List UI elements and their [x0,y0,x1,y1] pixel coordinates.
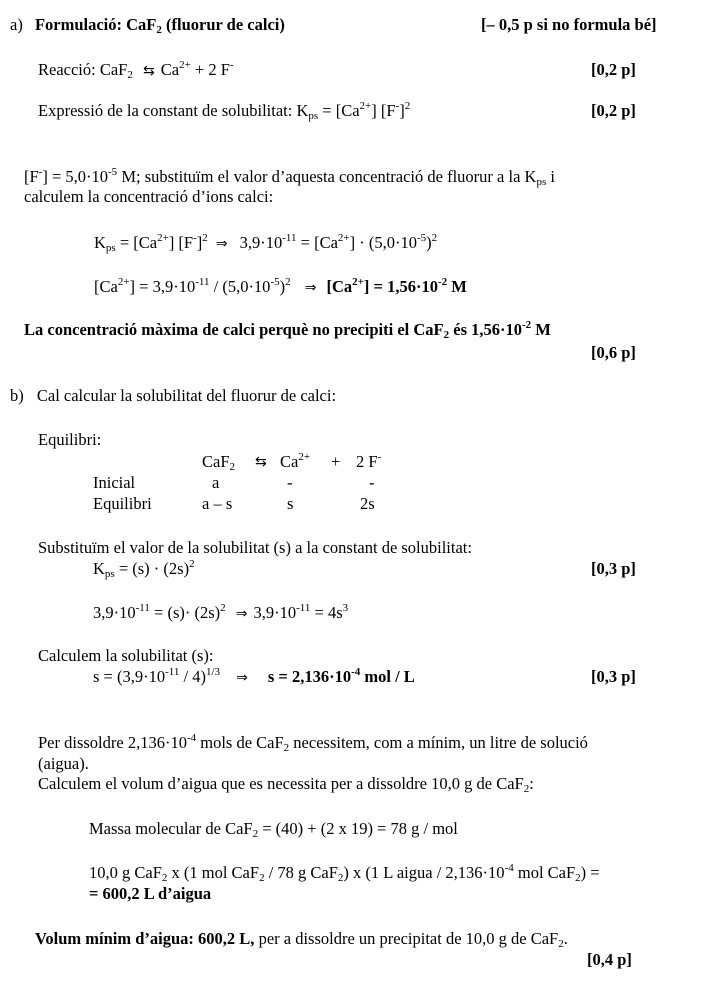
table-row-label: Equilibri [93,494,152,513]
part-b-conclusion: Volum mínim d’aigua: 600,2 L, per a dissoldre un precipitat de 10,0 g de CaF$_2$. [35,929,568,950]
solubility-calc-label: Calculem la solubilitat (s): [38,646,214,665]
table-header-caf: CaF$_2$ [202,452,236,473]
table-cell: - [369,473,375,492]
substitution-line: Substituïm el valor de la solubilitat (s) a la constant de solubilitat: [38,538,472,557]
implies-arrow-icon: ⇒ [304,280,317,296]
dissolve-paragraph-line3: Calculem el volum d’aigua que es necessita per a dissoldre 10,0 g de CaF$_2$: [38,774,534,795]
table-header-f: 2 F- [356,451,382,471]
molar-mass-line: Massa molecular de CaF$_2$ = (40) + (2 x 19) = 78 g / mol [89,819,458,840]
part-a-conclusion-points: [0,6 p] [591,343,636,362]
reaction-points: [0,2 p] [591,60,636,79]
table-header-ca: $Ca^{2+}$ [280,451,311,471]
part-a-penalty: [– 0,5 p si no formula bé] [481,15,657,34]
part-a-title: Formulació: CaF$_2$ (fluorur de calci) [34,15,285,36]
fluoride-paragraph-line1: $[F^-] = 5,0\cdot 10^{-5}$ M; substituïm el valor d’aquesta concentració de fluorur a la $K_{ps}$ i [24,166,555,188]
equation-cubic: $3,9\cdot 10^{-11} = (s)\cdot (2s)^2$ ⇒ $3,9\cdot 10^{-11} = 4s^3$ [93,602,349,622]
table-cell: a [212,473,220,492]
conversion-result: = 600,2 L d’aigua [89,884,212,903]
ksp-expression-line: Expressió de la constant de solubilitat: $K_{ps} = [Ca^{2+}]$ $[F^-]^2$ [38,100,411,122]
equation-solubility: $s = (3,9\cdot 10^{-11} / 4)^{1/3}$ ⇒ $s = 2,136\cdot 10^{-4}$ mol / L [93,666,415,686]
implies-arrow-icon: ⇒ [236,670,248,686]
dissolve-paragraph-line2: (aigua). [38,754,89,773]
table-cell: a – s [202,494,233,513]
implies-arrow-icon: ⇒ [215,236,228,252]
ksp-expression-points: [0,2 p] [591,101,636,120]
solubility-points: [0,3 p] [591,667,636,686]
implies-arrow-icon: ⇒ [235,606,248,622]
fluoride-paragraph-line2: calculem la concentració d’ions calci: [24,187,274,206]
part-b-intro: Cal calcular la solubilitat del fluorur de calci: [36,386,337,405]
equilibrium-arrow-icon: ⇆ [255,454,267,470]
reaction-line: Reacció: CaF$_2$ ⇆ $Ca^{2+} + 2$ F- [38,59,234,81]
part-a-header [10,15,285,35]
part-b-label: b) [10,386,24,405]
table-cell: - [287,473,293,492]
equilibrium-label: Equilibri: [38,430,102,449]
part-a-conclusion: La concentració màxima de calci perquè no precipiti el CaF$_2$ és $1,56\cdot 10^{-2}$ M [24,319,551,341]
table-header-plus: + [331,452,341,471]
dissolve-paragraph-line1: Per dissoldre $2,136\cdot 10^{-4}$ mols de CaF$_2$ necessitem, com a mínim, un litre de solució [38,732,588,754]
ksp-solubility-points: [0,3 p] [591,559,636,578]
part-b-conclusion-points: [0,4 p] [587,950,632,969]
ksp-solubility-equation: $K_{ps} = (s) \cdot (2s)^2$ [93,558,195,580]
table-cell: 2s [360,494,375,513]
equation-calcium-result: $[Ca^{2+}] = 3,9\cdot 10^{-11} / (5,0\cdot 10^{-5})^2$ ⇒ $[Ca^{2+}] = 1,56\cdot 10^{-2}$ M [94,276,467,296]
equation-ksp-substitution: $K_{ps} = [Ca^{2+}]$ $[F^-]^2$ ⇒ $3,9\cdot 10^{-11} = [Ca^{2+}] \cdot (5,0\cdot 10^{-5})^2$ [94,232,438,254]
part-b-header [10,386,336,406]
part-a-label: a) [10,15,23,34]
table-row-label: Inicial [93,473,136,492]
equilibrium-arrow-icon: ⇆ [142,63,155,79]
conversion-line: 10,0 g CaF$_2$ x (1 mol CaF$_2$ / 78 g CaF$_2$) x (1 L aigua / $2,136\cdot 10^{-4}$ mol CaF$_2$) = [89,862,600,884]
table-cell: s [287,494,294,513]
